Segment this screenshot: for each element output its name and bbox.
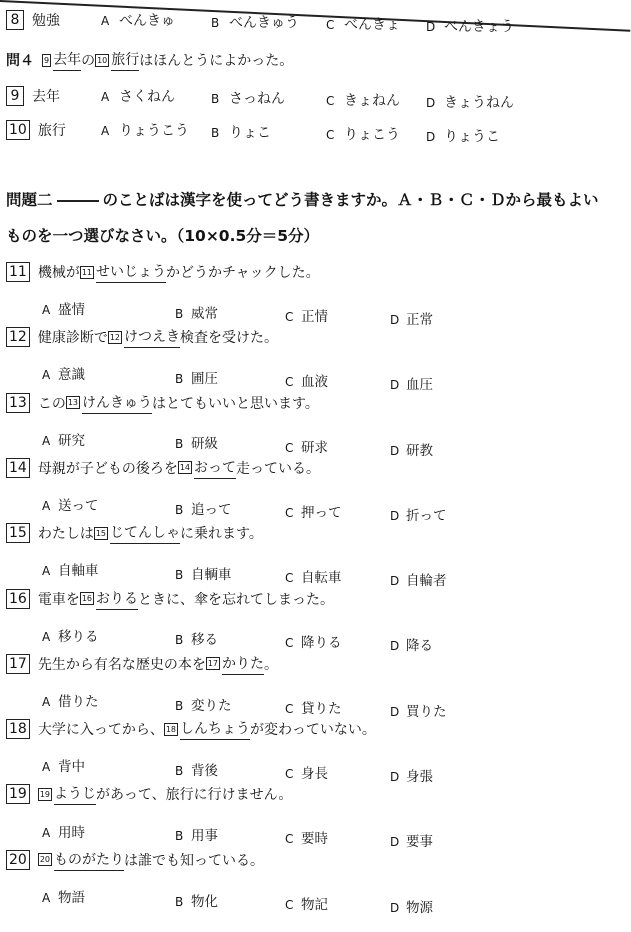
sentence-text: の <box>81 53 96 69</box>
sentence-text: 先生から有名な歴史の本を <box>37 656 206 673</box>
question-sentence <box>6 325 278 349</box>
question-number: 15 <box>6 523 30 543</box>
option-text: 圃圧 <box>191 371 218 388</box>
answer-option[interactable] <box>42 298 85 318</box>
option-text: 正常 <box>406 311 433 328</box>
underlined-word: 去年 <box>53 49 81 71</box>
blank-number-box: 14 <box>179 463 191 473</box>
answer-option[interactable] <box>285 566 342 586</box>
option-letter: B <box>175 502 184 517</box>
vocab-row <box>6 84 606 111</box>
answer-option[interactable] <box>42 494 99 514</box>
option-text: りょこう <box>344 127 400 143</box>
section-instructions <box>6 188 599 210</box>
sentence-text: があって、旅行に行けません。 <box>96 787 293 804</box>
answer-option[interactable] <box>42 625 99 645</box>
option-letter: A <box>42 890 51 905</box>
answer-option[interactable] <box>285 827 328 847</box>
option-letter: C <box>285 571 294 586</box>
question-sentence <box>6 587 334 611</box>
option-text: 身長 <box>301 766 328 783</box>
question-number: 9 <box>6 86 24 106</box>
answer-option[interactable] <box>42 363 85 383</box>
section-title: 問題二 <box>6 191 53 209</box>
answer-options <box>0 820 631 851</box>
answer-option[interactable] <box>285 762 328 782</box>
sentence-text: はほんとうによかった。 <box>139 53 294 69</box>
option-text: 血液 <box>301 374 328 391</box>
option-letter: C <box>285 701 294 716</box>
question-number: 10 <box>6 120 30 140</box>
underlined-target: けつえき <box>124 326 180 348</box>
option-letter: C <box>326 94 335 108</box>
underlined-target: けんきゅう <box>82 392 152 414</box>
answer-option[interactable] <box>285 305 328 325</box>
question-sentence <box>6 717 376 741</box>
answer-option[interactable] <box>426 16 514 36</box>
option-letter: C <box>285 767 294 782</box>
sentence-text: 母親が子どもの後ろを <box>37 460 178 477</box>
option-letter: B <box>211 126 220 140</box>
question-number: 12 <box>6 327 30 347</box>
answer-option[interactable] <box>175 498 232 518</box>
option-text: べんきゅう <box>229 15 299 31</box>
option-letter: D <box>426 96 436 110</box>
answer-option[interactable] <box>285 631 342 651</box>
vocab-row <box>6 118 606 145</box>
answer-option[interactable] <box>326 90 400 110</box>
answer-option[interactable] <box>285 370 328 390</box>
underlined-target: ものがたり <box>54 849 124 871</box>
option-letter: D <box>390 443 400 458</box>
answer-option[interactable] <box>42 559 99 579</box>
sentence-text: かどうかチャックした。 <box>166 265 320 281</box>
option-text: 研級 <box>191 436 218 453</box>
answer-option[interactable] <box>101 120 189 140</box>
option-text: 物語 <box>58 889 85 906</box>
sentence-text: わたしは <box>37 526 94 543</box>
option-text: べんきょう <box>444 19 514 35</box>
answer-option[interactable] <box>175 759 218 779</box>
section-instructions-line2: ものを一つ選びなさい。（10×0.5分＝5分） <box>6 227 320 245</box>
option-text: 買りた <box>406 703 447 720</box>
option-text: 用時 <box>58 824 85 841</box>
answer-option[interactable] <box>390 308 433 328</box>
option-letter: A <box>42 499 51 514</box>
answer-option[interactable] <box>285 893 328 913</box>
option-text: 押って <box>301 504 342 521</box>
option-letter: B <box>175 698 184 713</box>
blank-number-box: 20 <box>39 855 51 865</box>
option-letter: B <box>211 92 220 106</box>
answer-option[interactable] <box>175 563 232 583</box>
option-text: 要時 <box>301 831 328 848</box>
option-letter: B <box>175 763 184 778</box>
blank-number-box: 13 <box>67 398 79 408</box>
question-sentence <box>6 260 320 284</box>
option-letter: D <box>426 20 436 34</box>
sentence-text: 。 <box>264 656 279 673</box>
sentence-text: 走っている。 <box>236 460 321 477</box>
question-number: 13 <box>6 393 30 413</box>
option-text: 物記 <box>301 896 328 913</box>
option-text: 変りた <box>191 697 232 714</box>
underlined-target: おって <box>194 457 236 479</box>
option-text: 降りる <box>301 635 342 652</box>
underlined-target: せいじょう <box>96 261 166 283</box>
sentence-text: 機械が <box>37 265 80 281</box>
underlined-target: しんちょう <box>180 718 250 740</box>
blank-number-box: 19 <box>39 789 51 799</box>
option-text: 貸りた <box>301 700 342 717</box>
option-letter: A <box>42 368 51 383</box>
option-text: りょこ <box>229 125 271 141</box>
question-number: 17 <box>6 654 30 674</box>
option-letter: C <box>285 897 294 912</box>
option-letter: C <box>326 128 335 142</box>
option-text: 身張 <box>406 769 433 785</box>
option-letter: C <box>326 18 335 32</box>
answer-options <box>0 494 631 524</box>
sentence-text: が変わっていない。 <box>250 722 376 739</box>
answer-options <box>0 625 631 655</box>
answer-options <box>0 298 631 328</box>
option-letter: A <box>101 14 110 28</box>
question-number: 20 <box>6 850 30 870</box>
answer-option[interactable] <box>211 122 271 142</box>
sentence-text: ときに、傘を忘れてしまった。 <box>138 591 335 608</box>
option-text: 自軸車 <box>58 563 99 580</box>
option-letter: D <box>390 378 400 393</box>
option-letter: D <box>390 639 400 654</box>
option-text: 物化 <box>191 893 218 910</box>
sentence-text: 大学に入ってから、 <box>37 722 164 739</box>
option-text: 降る <box>406 638 433 655</box>
question-number: 11 <box>6 262 30 282</box>
option-letter: B <box>211 16 220 30</box>
option-letter: D <box>390 312 400 327</box>
option-letter: A <box>42 433 51 448</box>
option-letter: D <box>426 130 436 144</box>
question-number: 14 <box>6 458 30 478</box>
answer-option[interactable] <box>42 690 99 710</box>
answer-option[interactable] <box>390 504 447 524</box>
answer-option[interactable] <box>426 126 500 146</box>
answer-option[interactable] <box>326 124 400 144</box>
underlined-target: かりた <box>222 653 264 675</box>
option-text: 自転車 <box>301 570 342 587</box>
option-text: 物源 <box>406 899 433 916</box>
blank-number-box: 18 <box>165 724 177 734</box>
question-number: 16 <box>6 589 30 609</box>
answer-options <box>0 363 631 394</box>
blank-number-box: 15 <box>95 528 107 538</box>
question-number: 18 <box>6 719 30 739</box>
answer-option[interactable] <box>42 821 85 841</box>
option-letter: C <box>285 505 294 520</box>
option-text: きょうねん <box>444 95 514 111</box>
option-text: 移りる <box>58 628 99 645</box>
sentence-text: に乗れます。 <box>180 526 263 543</box>
question-sentence <box>6 652 278 676</box>
option-text: りょうこ <box>444 129 500 145</box>
option-text: 研究 <box>58 432 85 449</box>
option-letter: A <box>101 124 110 138</box>
answer-option[interactable] <box>211 88 285 108</box>
option-letter: A <box>101 90 110 104</box>
underlined-word: 旅行 <box>111 49 139 71</box>
vocab-row <box>6 8 606 35</box>
option-text: 研教 <box>406 442 433 459</box>
answer-option[interactable] <box>426 92 514 112</box>
answer-option[interactable] <box>175 302 218 322</box>
option-letter: D <box>390 574 400 589</box>
option-letter: A <box>42 303 51 318</box>
answer-option[interactable] <box>211 12 299 32</box>
sentence-text: 検査を受けた。 <box>180 330 279 347</box>
option-letter: B <box>175 633 184 648</box>
answer-option[interactable] <box>175 890 218 910</box>
option-text: りょうこう <box>119 123 189 139</box>
answer-option[interactable] <box>101 86 175 106</box>
answer-option[interactable] <box>390 765 433 785</box>
answer-option[interactable] <box>175 432 218 452</box>
answer-option[interactable] <box>390 569 447 589</box>
question-sentence <box>6 391 319 415</box>
option-text: 送って <box>58 498 99 515</box>
option-letter: D <box>390 508 400 523</box>
option-text: さっねん <box>229 91 285 107</box>
sentence-text: 電車を <box>37 591 80 608</box>
underlined-target: ようじ <box>54 783 96 805</box>
option-letter: A <box>42 760 51 775</box>
answer-option[interactable] <box>390 700 447 720</box>
option-letter: C <box>285 832 294 847</box>
option-text: 用事 <box>191 828 218 845</box>
option-text: 自輪者 <box>406 573 447 590</box>
answer-option[interactable] <box>42 886 85 906</box>
answer-options <box>0 886 631 916</box>
question-4-label: 問４ <box>6 53 34 69</box>
option-letter: A <box>42 694 51 709</box>
answer-option[interactable] <box>326 14 400 34</box>
question-sentence <box>6 456 320 480</box>
option-text: 盛情 <box>58 302 85 319</box>
answer-option[interactable] <box>175 628 218 648</box>
answer-options <box>0 559 631 590</box>
answer-option[interactable] <box>175 694 232 714</box>
answer-option[interactable] <box>101 10 175 30</box>
answer-options <box>0 429 631 459</box>
option-letter: D <box>390 835 400 850</box>
option-letter: C <box>285 636 294 651</box>
option-letter: B <box>175 829 184 844</box>
option-text: きょねん <box>344 93 400 109</box>
sentence-text: は誰でも知っている。 <box>124 852 265 869</box>
blank-number-box: 17 <box>207 659 219 669</box>
option-letter: A <box>42 629 51 644</box>
blank-number-box: 9 <box>44 55 50 65</box>
option-letter: C <box>285 440 294 455</box>
question-4-sentence <box>6 48 293 72</box>
vocab-word: 勉強 <box>32 13 60 29</box>
option-text: 追って <box>191 501 232 518</box>
option-text: 自輌車 <box>191 567 232 584</box>
sentence-text: はとてもいいと思います。 <box>152 395 319 412</box>
vocab-word: 旅行 <box>37 123 66 139</box>
sentence-text: この <box>37 395 66 412</box>
underlined-target: じてんしゃ <box>110 522 180 544</box>
option-text: さくねん <box>119 89 175 105</box>
option-letter: B <box>175 372 184 387</box>
option-text: 血圧 <box>406 377 433 394</box>
option-letter: D <box>390 770 400 784</box>
option-letter: C <box>285 309 294 324</box>
answer-option[interactable] <box>390 373 433 393</box>
option-text: 折って <box>406 507 447 524</box>
option-text: 正情 <box>301 308 328 325</box>
blank-line <box>57 200 99 202</box>
answer-option[interactable] <box>285 697 342 717</box>
option-text: 背後 <box>191 762 218 779</box>
option-text: 背中 <box>58 759 85 776</box>
option-letter: D <box>390 704 400 719</box>
question-number: 19 <box>6 784 30 804</box>
answer-option[interactable] <box>390 634 433 654</box>
answer-options <box>0 690 631 720</box>
blank-number-box: 11 <box>81 267 93 277</box>
option-letter: A <box>42 825 51 840</box>
blank-number-box: 12 <box>109 332 121 342</box>
answer-option[interactable] <box>175 824 218 844</box>
option-text: 研求 <box>301 439 328 456</box>
option-text: 意識 <box>58 367 85 384</box>
question-sentence <box>6 848 264 872</box>
answer-option[interactable] <box>42 755 85 775</box>
option-letter: B <box>175 894 184 909</box>
question-sentence <box>6 521 263 545</box>
option-letter: B <box>175 306 184 321</box>
option-text: べんきゅ <box>119 13 175 29</box>
option-text: 要事 <box>406 834 433 851</box>
option-letter: A <box>42 564 51 579</box>
sentence-text: 健康診断で <box>37 330 108 347</box>
option-text: 移る <box>191 632 218 649</box>
option-letter: B <box>175 437 184 452</box>
answer-option[interactable] <box>42 429 85 449</box>
blank-number-box: 16 <box>81 594 93 603</box>
underlined-target: おりる <box>96 588 138 610</box>
option-letter: C <box>285 375 294 390</box>
answer-option[interactable] <box>285 436 328 456</box>
option-text: べんきょ <box>344 17 400 33</box>
instruction-text: のことばは漢字を使ってどう書きますか。Ａ・Ｂ・Ｃ・Ｄから最もよい <box>102 191 599 209</box>
question-number: 8 <box>6 10 24 30</box>
option-text: 借りた <box>58 693 99 710</box>
answer-option[interactable] <box>175 367 218 387</box>
answer-option[interactable] <box>285 501 342 521</box>
option-letter: B <box>175 568 184 583</box>
question-sentence <box>6 782 292 806</box>
option-text: 威常 <box>191 305 218 322</box>
answer-options <box>0 755 631 785</box>
answer-option[interactable] <box>390 896 433 916</box>
answer-option[interactable] <box>390 439 433 459</box>
answer-option[interactable] <box>390 830 433 850</box>
vocab-word: 去年 <box>32 89 60 105</box>
option-letter: D <box>390 900 400 915</box>
blank-number-box: 10 <box>97 55 108 65</box>
